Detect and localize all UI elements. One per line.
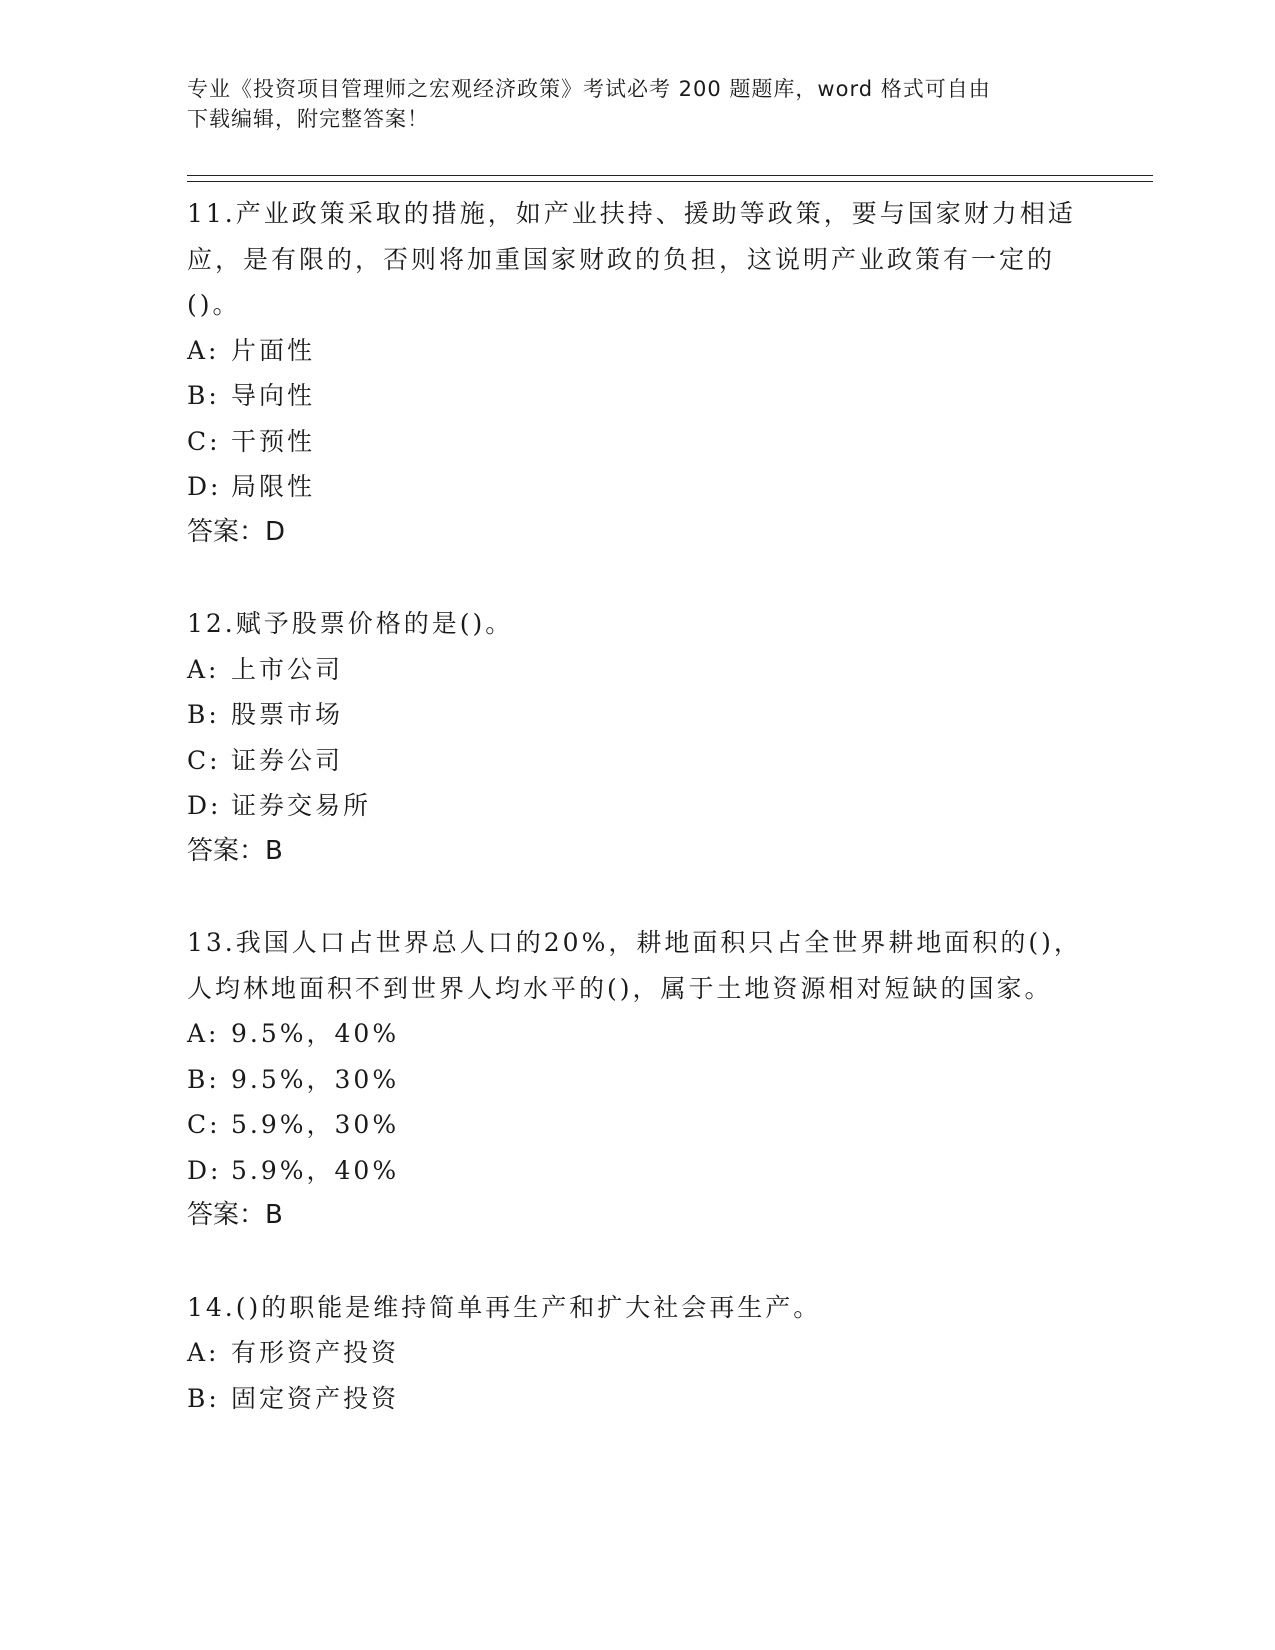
option-text: 片面性: [231, 335, 316, 365]
option-letter: D:: [187, 791, 222, 820]
option-d: [187, 783, 1087, 829]
option-c: [187, 738, 1087, 784]
question-11: [187, 191, 1087, 555]
question-14: [187, 1285, 1087, 1422]
option-d: [187, 1148, 1087, 1194]
option-letter: C:: [187, 426, 221, 456]
question-stem: 我国人口占世界总人口的20%，耕地面积只占全世界耕地面积的()，人均林地面积不到世界人均水平的()，属于土地资源相对短缺的国家。: [187, 928, 1082, 1003]
option-b: [187, 1376, 1087, 1422]
option-letter: A:: [187, 335, 220, 365]
question-number: 13.: [187, 928, 236, 957]
option-text: 9.5%，40%: [231, 1019, 400, 1048]
question-13: [187, 920, 1087, 1239]
option-letter: D:: [187, 1155, 222, 1185]
header-rule-top: [187, 175, 1153, 176]
option-b: [187, 692, 1087, 738]
answer-line: 答案：B: [187, 835, 283, 866]
header-line-2: 下载编辑，附完整答案！: [187, 107, 429, 131]
answer-line: 答案：D: [187, 516, 286, 547]
option-text: 有形资产投资: [231, 1338, 400, 1367]
option-letter: C:: [187, 1110, 221, 1139]
question-stem: 赋予股票价格的是()。: [235, 609, 514, 638]
option-text: 固定资产投资: [231, 1383, 400, 1413]
answer-line: 答案：B: [187, 1200, 283, 1230]
question-number: 12.: [187, 609, 236, 638]
question-text: [187, 920, 1087, 1011]
question-list: [187, 191, 1087, 1421]
question-text: [187, 191, 1087, 328]
option-a: [187, 328, 1087, 374]
option-text: 局限性: [231, 472, 316, 501]
option-text: 股票市场: [231, 700, 344, 729]
option-letter: A:: [187, 1019, 220, 1048]
option-a: [187, 1011, 1087, 1057]
option-letter: B:: [187, 700, 220, 729]
option-letter: D:: [187, 472, 222, 501]
option-b: [187, 1057, 1087, 1103]
option-b: [187, 373, 1087, 419]
option-letter: B:: [187, 381, 220, 410]
question-stem: ()的职能是维持简单再生产和扩大社会再生产。: [235, 1292, 822, 1322]
option-letter: A:: [187, 1338, 220, 1367]
header-line-1: 专业《投资项目管理师之宏观经济政策》考试必考 200 题题库，word 格式可自由: [187, 77, 991, 101]
question-text: [187, 601, 1087, 647]
option-text: 干预性: [231, 426, 316, 456]
option-d: [187, 464, 1087, 510]
option-text: 5.9%，30%: [231, 1110, 400, 1139]
option-text: 导向性: [231, 381, 316, 410]
option-letter: B:: [187, 1064, 220, 1094]
question-number: 14.: [187, 1292, 236, 1322]
option-text: 证券公司: [231, 745, 344, 775]
option-c: [187, 1102, 1087, 1148]
option-text: 9.5%，30%: [231, 1064, 400, 1094]
question-stem: 产业政策采取的措施，如产业扶持、援助等政策，要与国家财力相适应，是有限的，否则将加重国家财政的负担，这说明产业政策有一定的()。: [187, 199, 1076, 319]
option-a: [187, 647, 1087, 693]
option-text: 上市公司: [231, 654, 344, 684]
option-c: [187, 419, 1087, 465]
option-a: [187, 1330, 1087, 1376]
option-letter: A:: [187, 654, 220, 684]
question-number: 11.: [187, 199, 236, 228]
header-rule-bottom: [187, 181, 1153, 182]
option-text: 证券交易所: [231, 791, 372, 820]
document-header: [187, 74, 1067, 134]
option-text: 5.9%，40%: [231, 1155, 400, 1185]
question-text: [187, 1285, 1087, 1331]
option-letter: B:: [187, 1383, 220, 1413]
option-letter: C:: [187, 745, 221, 775]
question-12: [187, 601, 1087, 874]
